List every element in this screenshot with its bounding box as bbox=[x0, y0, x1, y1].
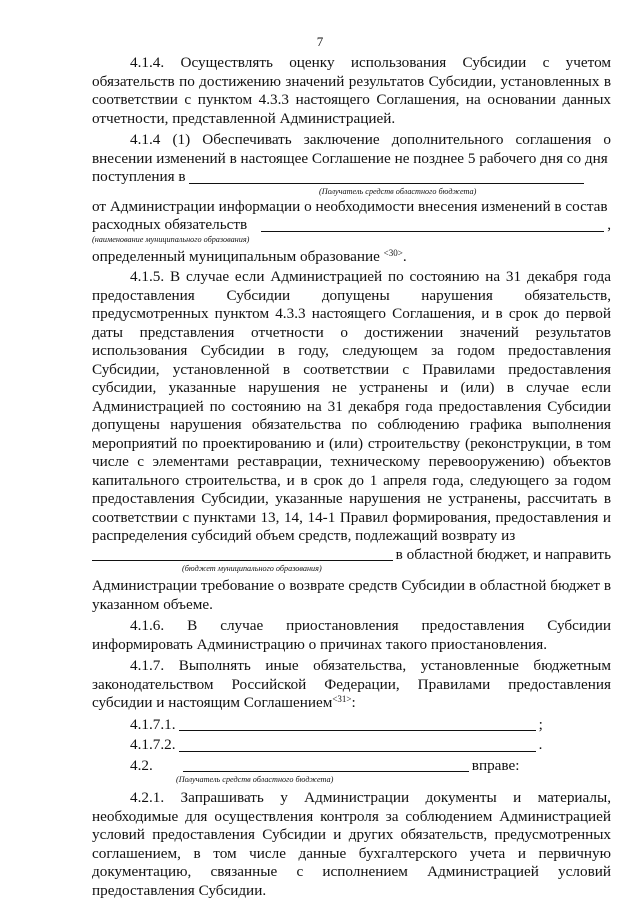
paragraph-4-1-7: 4.1.7. Выполнять иные обязательства, установленные бюджетным законодательством Российской Федерации, Правилами предоставления субсидии и настоящим Соглашением$^{<31>}$: bbox=[92, 657, 611, 711]
document-body bbox=[92, 54, 611, 900]
footnote-31: <31> bbox=[332, 694, 352, 704]
paragraph-4-1-4-1: 4.1.4 (1) Обеспечивать заключение дополнительного соглашения о внесении изменений в настоящее Соглашение не позднее 5 рабочего дня со дня bbox=[92, 131, 611, 167]
blank-municipality-line bbox=[261, 217, 604, 232]
caption-recipient-2: (Получатель средств областного бюджета) bbox=[176, 775, 334, 784]
punctuation-comma: , bbox=[607, 216, 611, 233]
item-label-4-1-7-1: 4.1.7.1. bbox=[130, 715, 176, 733]
paragraph-4-2-1: 4.2.1. Запрашивать у Администрации документы и материалы, необходимые для осуществления контроля за соблюдением Администрацией условий предоставления Субсидии и других обязательств, предусмотренных соглашением, в том числе данные бухгалтерского учета и первичную документацию, связанные с исполнением Администрацией условий предоставления Субсидии. bbox=[92, 789, 611, 899]
paragraph-municipality-defined: определенный муниципальным образование $^{<30>}$. bbox=[92, 247, 407, 265]
paragraph-4-1-4: 4.1.4. Осуществлять оценку использования Субсидии с учетом обязательств по достижению значений результатов Субсидии, установленных в соответствии с пунктом 4.3.3 настоящего Соглашения, на основании данных отчетности, представленной Администрацией. bbox=[92, 54, 611, 127]
paragraph-4-1-5-cont: Администрации требование о возврате средств Субсидии в областной бюджет в указанном объеме. bbox=[92, 577, 611, 613]
list-item-4-2: 4.2. вправе: bbox=[130, 756, 520, 774]
blank-line-4-1-7-1 bbox=[179, 716, 536, 731]
fill-line-municipality bbox=[92, 216, 611, 235]
item-label-4-1-7-2: 4.1.7.2. bbox=[130, 736, 176, 753]
paragraph-4-1-6: 4.1.6. В случае приостановления предоставления Субсидии информировать Администрацию о причинах такого приостановления. bbox=[92, 617, 611, 653]
caption-recipient: (Получатель средств областного бюджета) bbox=[319, 186, 477, 196]
label-receipt: поступления в bbox=[92, 168, 186, 185]
blank-line-4-2 bbox=[183, 757, 469, 772]
paragraph-4-1-4-1-cont: от Администрации информации о необходимости внесения изменений в состав bbox=[92, 197, 608, 215]
paragraph-4-1-5: 4.1.5. В случае если Администрацией по состоянию на 31 декабря года предоставления Субсидии допущены нарушения обязательств, предусмотренных пунктом 4.3.3 настоящего Соглашения, и в срок до первой даты представления отчетности о достижении значений результатов использования Субсидии в году, следующем за годом предоставления Субсидии, установленной в соответствии с Правилами предоставления субсидии, указанные нарушения не устранены и (или) в случае если Администрацией по состоянию на 31 декабря года предоставления Субсидии допущены нарушения обязательства по соблюдению графика выполнения мероприятий по проектированию и (или) строительству (реконструкции, в том числе с элементами реставрации, техническому перевооружению) объектов капитального строительства, и в срок до 1 апреля года, следующего за годом предоставления Субсидии, указанные нарушения не устранены, рассчитать в соответствии с пунктами 13, 14, 14-1 Правил формирования, предоставления и распределения субсидий объем средств, подлежащий возврату из bbox=[92, 268, 611, 544]
footnote-30: <30> bbox=[383, 247, 403, 258]
fill-line-recipient bbox=[92, 168, 611, 187]
fill-line-budget bbox=[92, 546, 611, 565]
blank-line-4-1-7-2 bbox=[179, 737, 536, 752]
blank-recipient-line bbox=[189, 169, 584, 184]
list-item-4-1-7-1: 4.1.7.1. ; bbox=[130, 715, 543, 733]
item-label-4-2: 4.2. bbox=[130, 756, 153, 774]
blank-budget-line bbox=[92, 546, 393, 561]
list-item-4-1-7-2: 4.1.7.2. . bbox=[130, 736, 543, 753]
page-number: 7 bbox=[316, 34, 324, 49]
caption-municipality: (наименование муниципального образования) bbox=[92, 234, 250, 244]
label-regional-budget: в областной бюджет, и направить bbox=[395, 545, 611, 563]
label-obligations: расходных обязательств bbox=[92, 216, 248, 233]
caption-budget: (бюджет муниципального образования) bbox=[182, 564, 322, 573]
